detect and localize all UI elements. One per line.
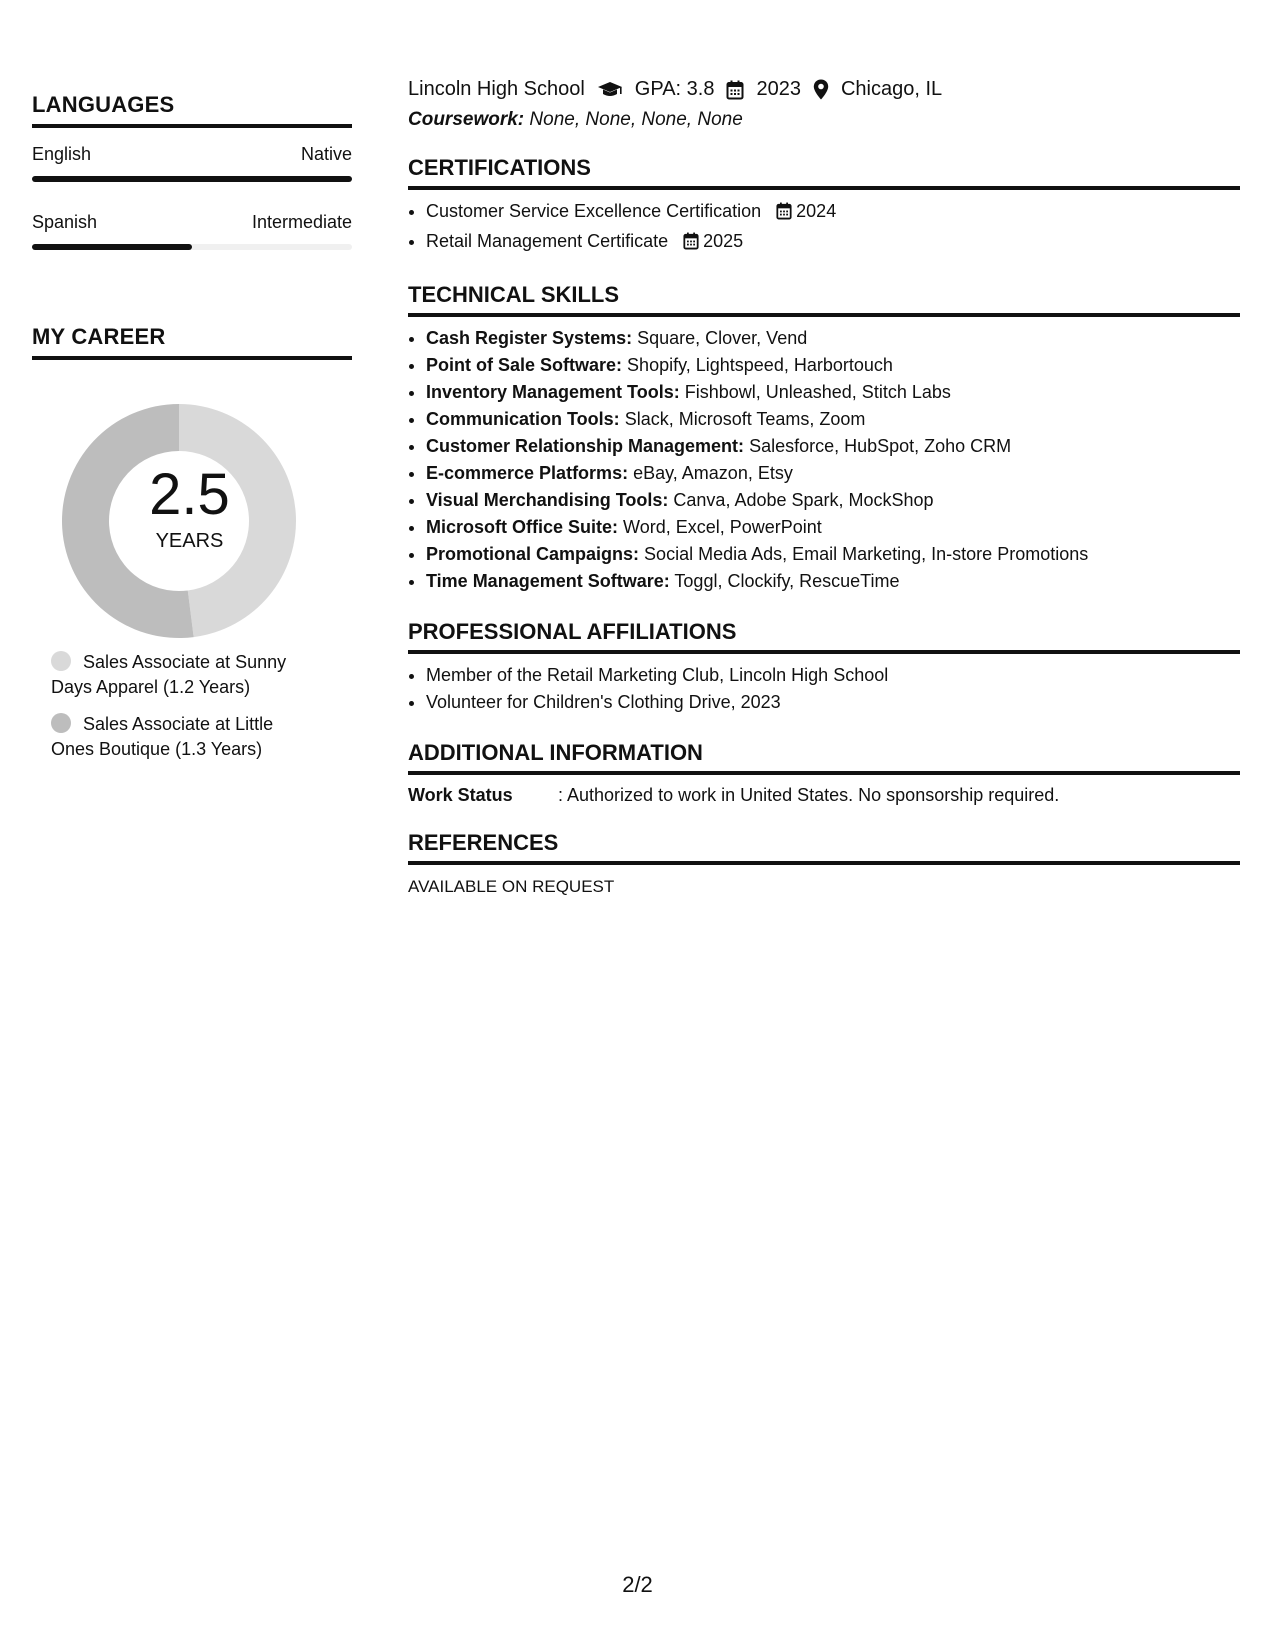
certifications-section [408,155,1240,258]
skill-values: eBay, Amazon, Etsy [633,463,793,483]
technical-skills-heading: TECHNICAL SKILLS [408,282,1240,317]
technical-skills-list [408,325,1240,595]
skill-item [426,433,1240,460]
skill-category: Point of Sale Software: [426,355,623,375]
affiliations-list [408,662,1240,716]
skill-category: Promotional Campaigns: [426,544,640,564]
language-proficiency-bar [32,244,352,250]
work-status-label: Work Status [408,785,513,805]
skill-values: Slack, Microsoft Teams, Zoom [624,409,866,429]
affiliation-item: • Member of the Retail Marketing Club, Lincoln High School [426,662,1240,689]
skill-item [426,541,1240,568]
language-name: Spanish [32,212,98,232]
legend-dot-icon [51,713,71,733]
calendar-icon [726,80,744,100]
skill-category: Customer Relationship Management: [426,436,745,456]
career-legend-label: Sales Associate at Little Ones Boutique (1.3 Years) [51,714,274,759]
calendar-icon [776,201,792,228]
skill-values: Social Media Ads, Email Marketing, In-store Promotions [644,544,1089,564]
skill-category: Cash Register Systems: [426,328,633,348]
languages-heading: LANGUAGES [32,92,352,128]
gpa: GPA: 3.8 [634,78,715,100]
school-name: Lincoln High School [408,78,585,100]
additional-info-heading: ADDITIONAL INFORMATION [408,740,1240,775]
career-legend-label: Sales Associate at Sunny Days Apparel (1.2 Years) [51,652,287,697]
certifications-heading: CERTIFICATIONS [408,155,1240,190]
page-number: 2/2 [622,1572,653,1597]
additional-info-section [408,740,1240,806]
language-level: Native [300,144,352,164]
work-status-value: : Authorized to work in United States. No sponsorship required. [558,785,1060,805]
coursework-label: Coursework: [408,109,525,130]
skill-values: Shopify, Lightspeed, Harbortouch [627,355,893,375]
skill-item [426,352,1240,379]
affiliation-item: • Volunteer for Children's Clothing Drive, 2023 [426,689,1240,716]
certification-year: 2025 [703,231,744,251]
language-level: Intermediate [251,212,352,232]
career-heading: MY CAREER [32,324,352,360]
graduation-cap-icon [597,81,623,99]
skill-category: Visual Merchandising Tools: [426,490,669,510]
skill-category: Time Management Software: [426,571,670,591]
main-content [408,78,1240,897]
coursework-value: None, None, None, None [529,109,743,130]
skill-category: Microsoft Office Suite: [426,517,619,537]
language-proficiency-fill [32,176,352,182]
skill-values: Toggl, Clockify, RescueTime [674,571,900,591]
skill-values: Canva, Adobe Spark, MockShop [673,490,934,510]
affiliations-heading: PROFESSIONAL AFFILIATIONS [408,619,1240,654]
education-line [408,78,1240,101]
skill-category: Communication Tools: [426,409,620,429]
skill-values: Salesforce, HubSpot, Zoho CRM [749,436,1012,456]
language-proficiency-bar [32,176,352,182]
career-legend [32,650,352,762]
school-location: Chicago, IL [840,78,943,100]
calendar-icon [683,231,699,258]
skill-values: Word, Excel, PowerPoint [623,517,822,537]
skill-item [426,406,1240,433]
location-pin-icon [813,79,829,100]
languages-list [32,144,352,250]
language-name: English [32,144,92,164]
affiliations-section [408,619,1240,716]
references-heading: REFERENCES [408,830,1240,865]
legend-dot-icon [51,651,71,671]
language-proficiency-fill [32,244,192,250]
certifications-list [408,198,1240,258]
certification-year: 2024 [796,201,837,221]
certification-item [426,228,1240,258]
skill-values: Square, Clover, Vend [637,328,808,348]
technical-skills-section [408,282,1240,595]
skill-item [426,379,1240,406]
work-status-row [408,785,1240,806]
graduation-year: 2023 [756,78,801,100]
language-row-spanish [32,212,352,233]
references-text: AVAILABLE ON REQUEST [408,877,615,896]
skill-item [426,514,1240,541]
skill-item [426,487,1240,514]
career-donut-chart [32,380,352,640]
references-section [408,830,1240,897]
sidebar [32,92,352,774]
certification-name: Customer Service Excellence Certification [426,201,762,221]
certification-name: Retail Management Certificate [426,231,669,251]
coursework [408,109,1240,131]
skill-category: E-commerce Platforms: [426,463,629,483]
skill-category: Inventory Management Tools: [426,382,680,402]
skill-item [426,568,1240,595]
career-total-unit: YEARS [155,530,224,552]
career-total-value: 2.5 [149,462,230,527]
career-legend-item [51,712,311,762]
career-legend-item [51,650,311,700]
skill-item [426,325,1240,352]
certification-item [426,198,1240,228]
skill-item [426,460,1240,487]
skill-values: Fishbowl, Unleashed, Stitch Labs [684,382,951,402]
language-row-english [32,144,352,165]
